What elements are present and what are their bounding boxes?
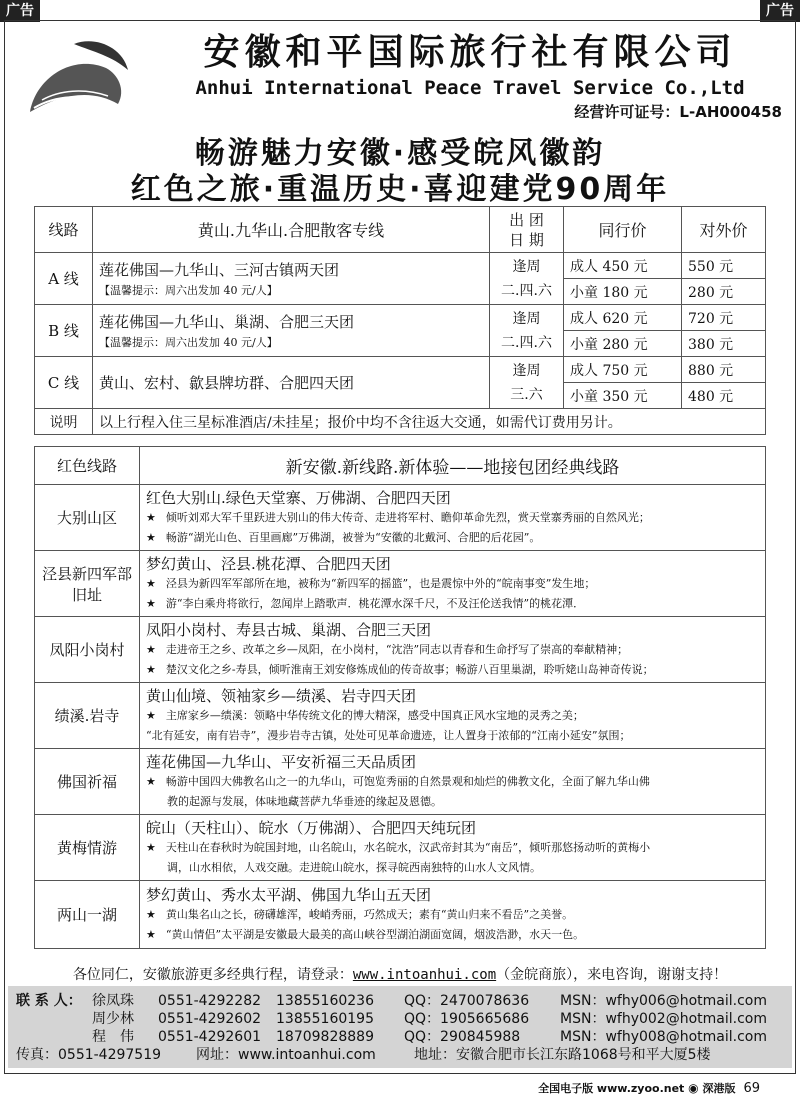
ad-label-left: 广告 — [0, 0, 40, 22]
public-price-header: 对外价 — [682, 207, 766, 253]
adult-price: 成人 620 元 — [564, 305, 682, 331]
star-icon: ★ — [146, 840, 156, 854]
contact-msn: MSN：wfhy002@hotmail.com — [560, 1011, 767, 1027]
note-text: 以上行程入住三星标准酒店/未挂星；报价中均不含往返大交通，如需代订费用另计。 — [93, 409, 766, 435]
route-line-2: ★ 游“李白乘舟将欲行，忽闻岸上踏歌声．桃花潭水深千尺，不及汪伦送我情”的桃花潭． — [146, 596, 585, 610]
table-row — [35, 305, 766, 331]
contact-mobile: 13855160236 — [276, 993, 374, 1009]
price-table — [34, 206, 766, 435]
route-name: 大别山区 — [35, 485, 140, 551]
contact-qq: QQ：2470078636 — [404, 993, 530, 1009]
table-row — [35, 253, 766, 279]
website-link[interactable]: www.intoanhui.com — [352, 967, 497, 983]
route-date: 逢周 二.四.六 — [490, 305, 564, 357]
star-icon: ★ — [146, 662, 156, 676]
child-price: 小童 350 元 — [564, 383, 682, 409]
star-icon: ★ — [146, 596, 156, 610]
routes-table — [34, 446, 766, 949]
route-line-2: ★ 畅游“湖光山色、百里画廊”万佛湖，被誉为“安徽的北戴河、合肥的后花园”。 — [146, 530, 541, 544]
route-line-2: 教的起源与发展，体味地藏菩萨九华垂迹的缘起及恩德。 — [167, 794, 442, 808]
contact-msn: MSN：wfhy006@hotmail.com — [560, 993, 767, 1009]
route-line-1: ★ 黄山集名山之长，磅礴雄浑，峻峭秀丽，巧然成天；素有“黄山归来不看岳”之美誉。 — [146, 907, 574, 921]
table-row — [35, 815, 766, 881]
route-line-1: ★ 天柱山在春秋时为皖国封地，山名皖山，水名皖水，汉武帝封其为“南岳”，倾听那悠扬动听的黄梅小 — [146, 840, 651, 854]
route-date: 逢周 三.六 — [490, 357, 564, 409]
contacts-label: 联 系 人： — [16, 993, 82, 1009]
route-desc: 莲花佛国—九华山、巢湖、合肥三天团 【温馨提示：周六出发加 40 元/人】 — [93, 305, 490, 357]
star-icon: ★ — [146, 708, 156, 722]
table-row — [35, 485, 766, 551]
peer-price-header: 同行价 — [564, 207, 682, 253]
table-row — [35, 683, 766, 749]
date-header: 出 团 日 期 — [490, 207, 564, 253]
child-price: 小童 180 元 — [564, 279, 682, 305]
star-icon: ★ — [146, 642, 156, 656]
globe-icon: ◉ — [688, 1081, 699, 1095]
company-logo-icon — [14, 30, 136, 122]
slogan-line-1: 畅游魅力安徽·感受皖风徽韵 — [194, 136, 606, 171]
contact-qq: QQ：290845988 — [404, 1029, 521, 1045]
license-number: 经营许可证号：L-AH000458 — [574, 103, 782, 121]
star-icon: ★ — [146, 510, 156, 524]
star-icon: ★ — [146, 576, 156, 590]
child-public-price: 480 元 — [682, 383, 766, 409]
route-name: 泾县新四军部旧址 — [35, 551, 140, 617]
red-routes-label: 红色线路 — [35, 447, 140, 485]
child-price: 小童 280 元 — [564, 331, 682, 357]
route-line: A 线 — [35, 253, 93, 305]
route-line-1: ★ 走进帝王之乡、改革之乡—凤阳，在小岗村，“沈浩”同志以青春和生命抒写了崇高的奉献精神； — [146, 642, 629, 656]
company-name-cn: 安徽和平国际旅行社有限公司 — [203, 32, 737, 73]
route-line-1: ★ 畅游中国四大佛教名山之一的九华山，可饱览秀丽的自然景观和灿烂的佛教文化，全面了解九华山佛 — [146, 774, 650, 788]
footer — [538, 1080, 760, 1096]
edition-label: 全国电子版 www.zyoo.net — [538, 1082, 685, 1095]
table-row — [35, 617, 766, 683]
note-label: 说明 — [35, 409, 93, 435]
contact-phone: 0551-4292282 — [158, 993, 262, 1009]
route-name: 佛国祈福 — [35, 749, 140, 815]
route-desc: 黄山、宏村、歙县牌坊群、合肥四天团 — [93, 357, 490, 409]
fax: 传真：0551-4297519 — [16, 1047, 162, 1063]
route-title-header: 黄山.九华山.合肥散客专线 — [93, 207, 490, 253]
adult-public-price: 720 元 — [682, 305, 766, 331]
child-public-price: 380 元 — [682, 331, 766, 357]
table-row — [35, 749, 766, 815]
route-desc: 莲花佛国—九华山、三河古镇两天团 【温馨提示：周六出发加 40 元/人】 — [93, 253, 490, 305]
company-name-en: Anhui International Peace Travel Service Co.,Ltd — [195, 77, 745, 99]
web-address: 网址：www.intoanhui.com — [196, 1047, 376, 1063]
adult-public-price: 880 元 — [682, 357, 766, 383]
star-icon: ★ — [146, 774, 156, 788]
route-title: 黄山仙境、领袖家乡—绩溪、岩寺四天团 — [146, 686, 417, 705]
route-name: 凤阳小岗村 — [35, 617, 140, 683]
route-title: 莲花佛国—九华山、平安祈福三天品质团 — [146, 752, 417, 771]
route-header: 线路 — [35, 207, 93, 253]
table-row — [35, 551, 766, 617]
route-line-1: ★ 倾听刘邓大军千里跃进大别山的伟大传奇、走进将军村、瞻仰革命先烈，赏天堂寨秀丽的自然风光； — [146, 510, 650, 524]
region-label: 深港版 — [702, 1082, 736, 1095]
route-line-2: ★ “黄山情侣”太平湖是安徽最大最美的高山峡谷型湖泊湖面宽阔，烟波浩渺，水天一色。 — [146, 927, 585, 941]
tip-text: 【温馨提示：周六出发加 40 元/人】 — [99, 284, 278, 297]
star-icon: ★ — [146, 927, 156, 941]
street-address: 地址：安徽合肥市长江东路1068号和平大厦5楼 — [414, 1047, 711, 1063]
route-date: 逢周 二.四.六 — [490, 253, 564, 305]
page-number: 69 — [743, 1081, 760, 1096]
ad-label-right: 广告 — [760, 0, 800, 22]
route-line-2: “北有延安，南有岩寺”，漫步岩寺古镇，处处可见革命遗迹，让人置身于浓郁的“江南小延安”氛围； — [146, 728, 631, 742]
route-name: 两山一湖 — [35, 881, 140, 949]
adult-price: 成人 750 元 — [564, 357, 682, 383]
contact-name: 周少林 — [92, 1011, 134, 1027]
contact-name: 徐凤珠 — [92, 993, 134, 1009]
route-line: C 线 — [35, 357, 93, 409]
route-line-1: ★ 主席家乡—绩溪：领略中华传统文化的博大精深，感受中国真正风水宝地的灵秀之美； — [146, 708, 584, 722]
route-line: B 线 — [35, 305, 93, 357]
red-routes-title: 新安徽.新线路.新体验——地接包团经典线路 — [140, 447, 766, 485]
contact-phone: 0551-4292601 — [158, 1029, 262, 1045]
star-icon: ★ — [146, 907, 156, 921]
route-line-2: 调，山水相依，人戏交融。走进皖山皖水，探寻皖西南独特的山水人文风情。 — [167, 860, 541, 874]
table-row — [35, 357, 766, 383]
slogan-line-2: 红色之旅·重温历史·喜迎建党90周年 — [130, 172, 670, 207]
route-title: 梦幻黄山、泾县.桃花潭、合肥四天团 — [146, 554, 391, 573]
tip-text: 【温馨提示：周六出发加 40 元/人】 — [99, 336, 278, 349]
adult-price: 成人 450 元 — [564, 253, 682, 279]
contact-box — [8, 986, 792, 1068]
contact-name: 程 伟 — [92, 1029, 134, 1045]
child-public-price: 280 元 — [682, 279, 766, 305]
table-row — [35, 881, 766, 949]
route-line-1: ★ 泾县为新四军军部所在地，被称为“新四军的摇篮”，也是震惊中外的“皖南事变”发生地； — [146, 576, 596, 590]
contact-mobile: 13855160195 — [276, 1011, 374, 1027]
adult-public-price: 550 元 — [682, 253, 766, 279]
visit-line: 各位同仁，安徽旅游更多经典行程，请登录：www.intoanhui.com（金皖商旅），来电咨询，谢谢支持！ — [72, 967, 728, 983]
route-title: 皖山（天柱山）、皖水（万佛湖）、合肥四天纯玩团 — [146, 818, 477, 837]
contact-phone: 0551-4292602 — [158, 1011, 262, 1027]
contact-mobile: 18709828889 — [276, 1029, 374, 1045]
contact-msn: MSN：wfhy008@hotmail.com — [560, 1029, 767, 1045]
route-line-2: ★ 楚汉文化之乡-寿县，倾听淮南王刘安修炼成仙的传奇故事；畅游八百里巢湖，聆听姥山岛神奇传说； — [146, 662, 654, 676]
route-name: 黄梅情游 — [35, 815, 140, 881]
contact-qq: QQ：1905665686 — [404, 1011, 530, 1027]
route-name: 绩溪.岩寺 — [35, 683, 140, 749]
route-title: 梦幻黄山、秀水太平湖、佛国九华山五天团 — [146, 885, 432, 904]
star-icon: ★ — [146, 530, 156, 544]
route-title: 凤阳小岗村、寿县古城、巢湖、合肥三天团 — [146, 620, 432, 639]
route-title: 红色大别山.绿色天堂寨、万佛湖、合肥四天团 — [146, 488, 451, 507]
